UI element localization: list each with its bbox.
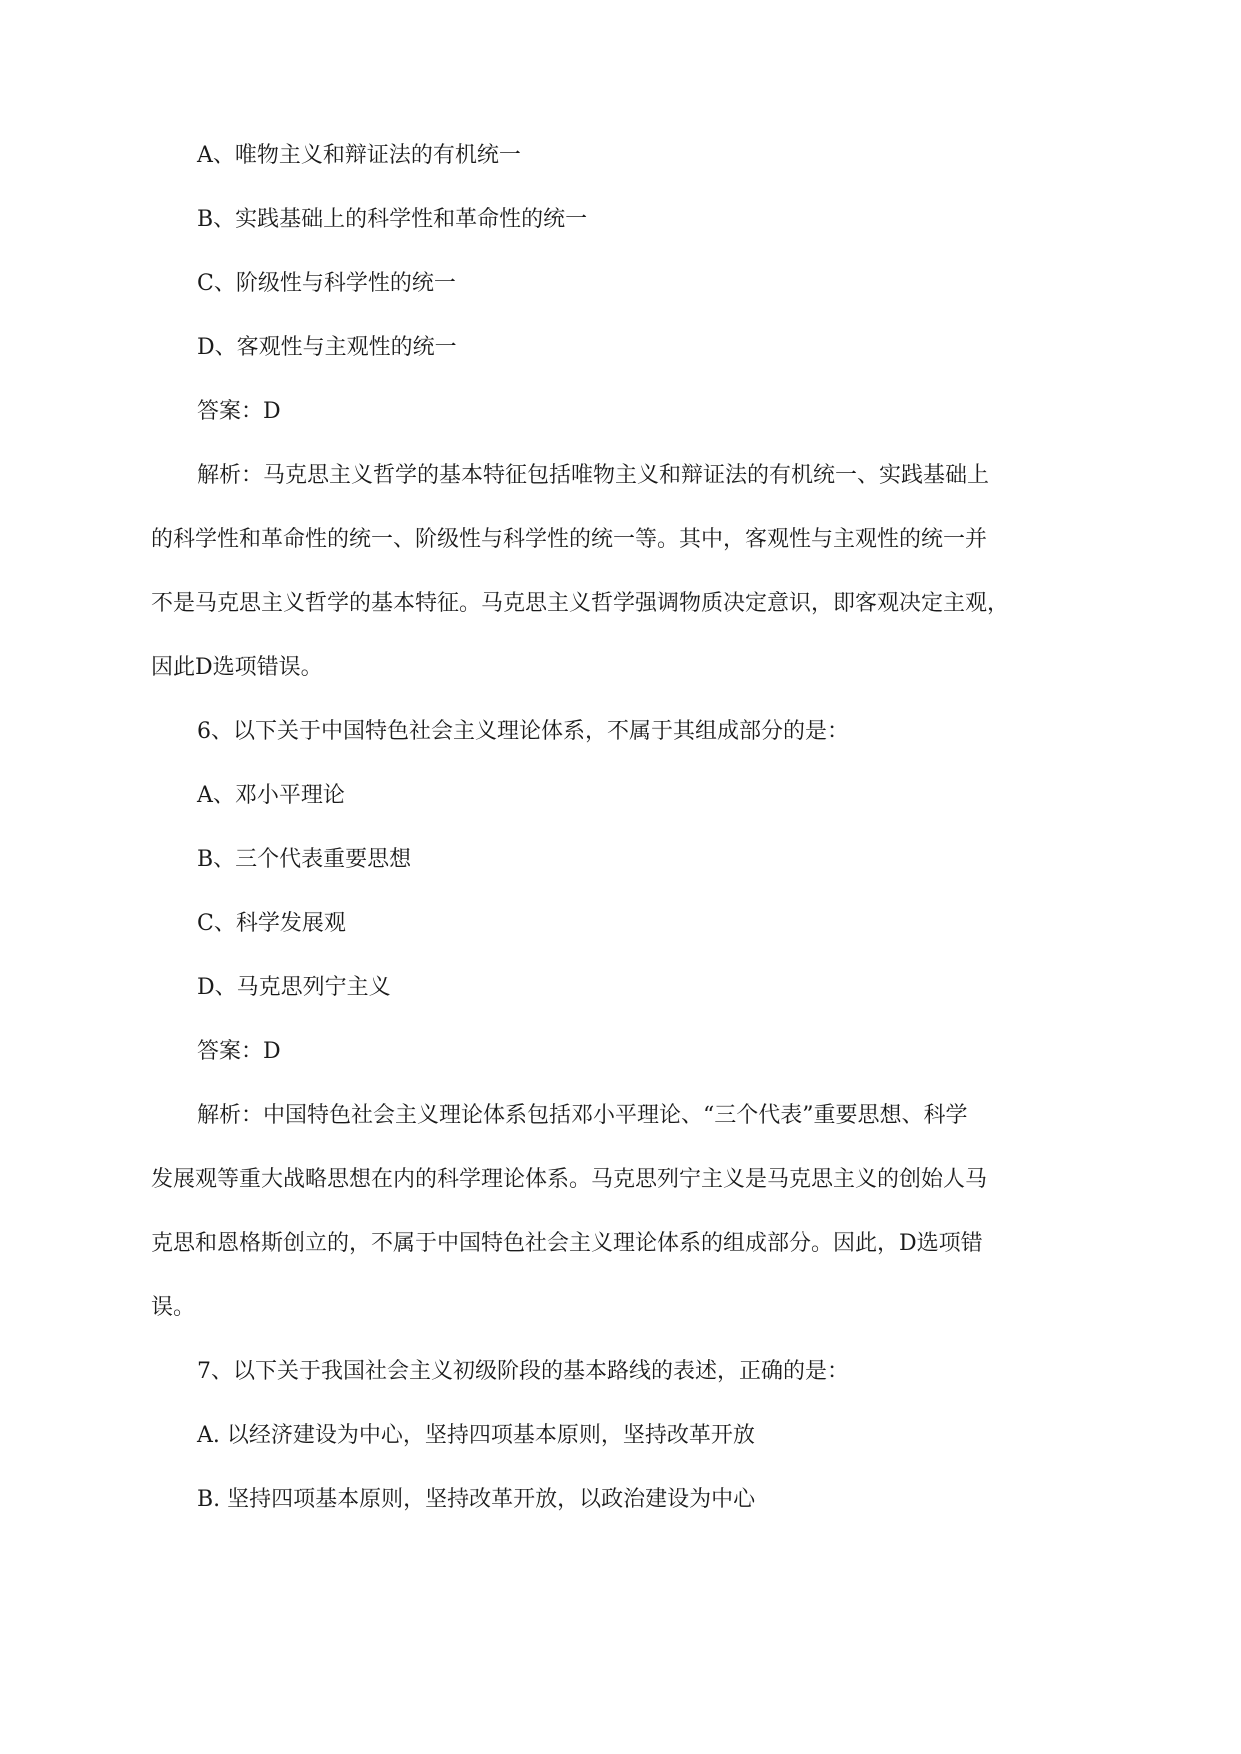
q5-option-b: B、实践基础上的科学性和革命性的统一 — [197, 207, 588, 232]
q5-analysis-line: 的科学性和革命性的统一、阶级性与科学性的统一等。其中，客观性与主观性的统一并 — [151, 527, 988, 552]
q5-option-c: C、阶级性与科学性的统一 — [197, 271, 456, 296]
q6-option-a: A、邓小平理论 — [197, 783, 345, 808]
q6-option-b: B、三个代表重要思想 — [197, 847, 412, 872]
q6-analysis-line: 克思和恩格斯创立的，不属于中国特色社会主义理论体系的组成部分。因此，D选项错 — [151, 1231, 983, 1256]
q6-option-c: C、科学发展观 — [197, 911, 346, 936]
q6-question: 6、以下关于中国特色社会主义理论体系，不属于其组成部分的是： — [197, 719, 849, 744]
q6-analysis-line: 误。 — [151, 1295, 196, 1320]
q6-analysis-line: 发展观等重大战略思想在内的科学理论体系。马克思列宁主义是马克思主义的创始人马 — [151, 1167, 988, 1192]
q5-option-a: A、唯物主义和辩证法的有机统一 — [197, 143, 521, 168]
q6-analysis — [151, 1100, 1091, 1324]
document-page — [151, 140, 1091, 1548]
q5-answer: 答案：D — [197, 399, 281, 424]
q5-option-d: D、客观性与主观性的统一 — [197, 335, 457, 360]
q5-analysis-line: 解析：马克思主义哲学的基本特征包括唯物主义和辩证法的有机统一、实践基础上 — [197, 463, 990, 488]
q7-option-b: B. 坚持四项基本原则，坚持改革开放，以政治建设为中心 — [197, 1487, 756, 1512]
q7-question: 7、以下关于我国社会主义初级阶段的基本路线的表述，正确的是： — [197, 1359, 849, 1384]
q5-analysis — [151, 460, 1091, 684]
q6-option-d: D、马克思列宁主义 — [197, 975, 391, 1000]
q5-analysis-line: 不是马克思主义哲学的基本特征。马克思主义哲学强调物质决定意识，即客观决定主观， — [151, 591, 1010, 616]
q5-analysis-line: 因此D选项错误。 — [151, 655, 323, 680]
q6-analysis-line: 解析：中国特色社会主义理论体系包括邓小平理论、“三个代表”重要思想、科学 — [197, 1103, 968, 1128]
q6-answer: 答案：D — [197, 1039, 281, 1064]
q7-option-a: A. 以经济建设为中心，坚持四项基本原则，坚持改革开放 — [197, 1423, 755, 1448]
